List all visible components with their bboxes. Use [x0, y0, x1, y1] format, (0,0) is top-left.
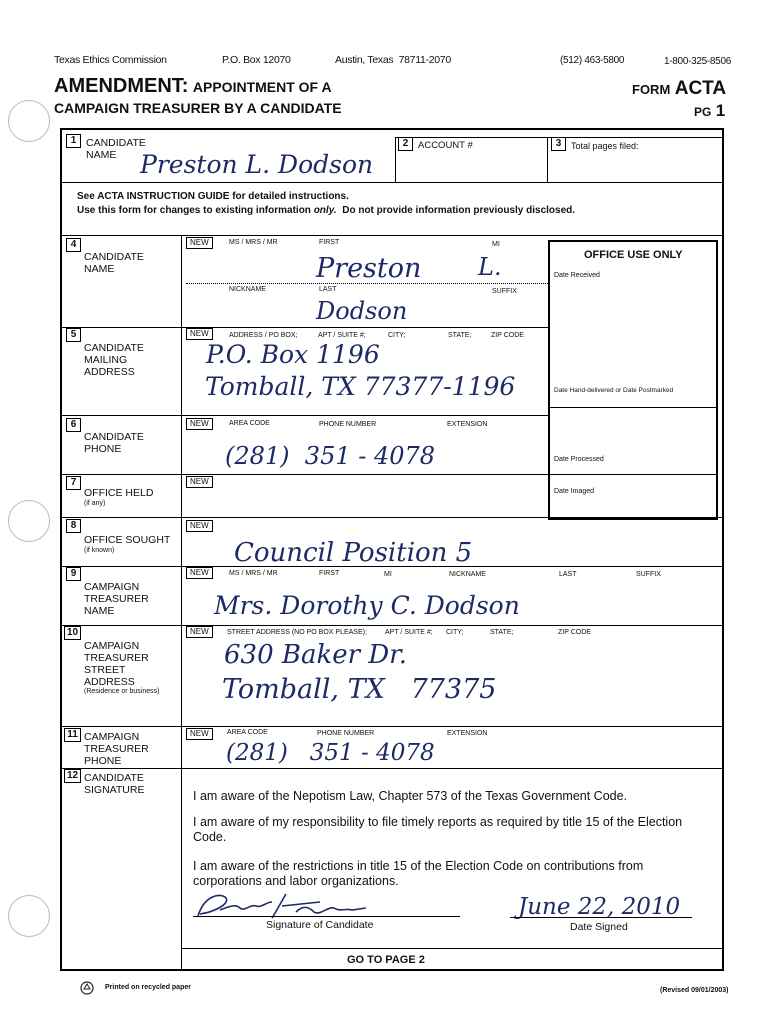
date-received-label: Date Received — [554, 272, 600, 279]
col-street-address: STREET ADDRESS (NO PO BOX PLEASE); — [227, 629, 367, 636]
instructions-line2 — [77, 205, 575, 216]
col-nickname: NICKNAME — [229, 286, 266, 293]
commission-phone: (512) 463-5800 — [560, 55, 625, 66]
sec9-label: CAMPAIGN TREASURER NAME — [84, 581, 149, 617]
section-number: 12 — [64, 769, 81, 783]
sec11-label: CAMPAIGN TREASURER PHONE — [84, 731, 149, 767]
section-number: 3 — [551, 137, 566, 151]
commission-city: Austin, Texas 78711-2070 — [335, 54, 451, 66]
col-mi: MI — [492, 241, 500, 248]
sec7-label: OFFICE HELD — [84, 487, 154, 499]
date-imaged-label: Date Imaged — [554, 488, 595, 495]
commission-name: Texas Ethics Commission — [54, 54, 167, 66]
sec5-label: CANDIDATE MAILING ADDRESS — [84, 342, 144, 378]
account-number-label: ACCOUNT # — [418, 140, 473, 151]
commission-tollfree: 1-800-325-8506 — [664, 56, 731, 67]
section-number: 6 — [66, 418, 81, 432]
section-number: 7 — [66, 476, 81, 490]
sec4-label: CANDIDATE NAME — [84, 251, 144, 275]
form-word: FORM — [632, 82, 671, 97]
col-city: CITY; — [388, 332, 406, 339]
form-code — [632, 78, 726, 100]
col-zip: ZIP CODE — [558, 629, 591, 636]
col-suffix: SUFFIX — [636, 571, 661, 578]
col-city: CITY; — [446, 629, 464, 636]
sec6-phone-value: (281) 351 - 4078 — [225, 442, 436, 470]
office-use-title: OFFICE USE ONLY — [584, 249, 683, 261]
sec4-mi-value: L. — [478, 253, 502, 281]
col-nickname: NICKNAME — [449, 571, 486, 578]
date-signed-label: Date Signed — [570, 921, 628, 933]
sec5-line1-value: P.O. Box 1196 — [206, 340, 380, 369]
col-area-code: AREA CODE — [229, 420, 270, 427]
date-hand-delivered-label: Date Hand-delivered or Date Postmarked — [554, 387, 674, 394]
sec6-label: CANDIDATE PHONE — [84, 431, 144, 455]
sec10-label: CAMPAIGN TREASURER STREET ADDRESS — [84, 640, 149, 688]
col-last: LAST — [559, 571, 577, 578]
responsibility-statement: I am aware of my responsibility to file timely reports as required by title 15 of the Election Code. — [193, 815, 683, 844]
section-number: 8 — [66, 519, 81, 533]
sec10-sub: (Residence or business) — [84, 688, 160, 695]
sec5-line2-value: Tomball, TX 77377-1196 — [205, 372, 516, 401]
go-to-page-2: GO TO PAGE 2 — [347, 954, 425, 966]
date-signed-value: June 22, 2010 — [518, 894, 681, 920]
section-number: 4 — [66, 238, 81, 252]
col-extension: EXTENSION — [447, 730, 488, 737]
col-state: STATE; — [490, 629, 514, 636]
candidate-name-value: Preston L. Dodson — [140, 150, 374, 179]
new-indicator: NEW — [186, 626, 213, 638]
recycle-icon — [80, 981, 94, 995]
instructions-line1: See ACTA INSTRUCTION GUIDE for detailed instructions. — [77, 191, 349, 202]
recycled-paper-note: Printed on recycled paper — [105, 984, 191, 991]
signature-label: Signature of Candidate — [266, 919, 374, 931]
date-processed-label: Date Processed — [554, 456, 604, 463]
sec10-line1-value: 630 Baker Dr. — [224, 640, 408, 670]
col-last: LAST — [319, 286, 337, 293]
col-title: MS / MRS / MR — [229, 239, 278, 246]
col-mi: MI — [384, 571, 392, 578]
sec10-line2-value: Tomball, TX 77375 — [222, 674, 497, 705]
form-title-bold: AMENDMENT: — [54, 75, 189, 97]
form-title — [54, 75, 332, 98]
sec11-phone-value: (281) 351 - 4078 — [226, 740, 435, 766]
new-indicator: NEW — [186, 567, 213, 579]
sec8-label: OFFICE SOUGHT — [84, 534, 171, 546]
sec9-value: Mrs. Dorothy C. Dodson — [214, 591, 520, 620]
section-number: 9 — [66, 567, 81, 581]
col-phone: PHONE NUMBER — [317, 730, 375, 737]
binder-hole — [8, 895, 50, 937]
form-code-value: ACTA — [674, 78, 727, 99]
page-number — [694, 101, 725, 121]
new-indicator: NEW — [186, 476, 213, 488]
col-address: ADDRESS / PO BOX; — [229, 332, 298, 339]
col-first: FIRST — [319, 239, 340, 246]
col-area-code: AREA CODE — [227, 729, 268, 736]
sec4-first-value: Preston — [316, 253, 422, 284]
office-use-box — [548, 240, 718, 520]
col-apt: APT / SUITE #; — [385, 629, 433, 636]
new-indicator: NEW — [186, 520, 213, 532]
revision-date: (Revised 09/01/2003) — [660, 987, 729, 994]
new-indicator: NEW — [186, 237, 213, 249]
instructions-emphasis: only. — [313, 205, 337, 216]
col-state: STATE; — [448, 332, 472, 339]
page-num-value: 1 — [715, 101, 726, 120]
instructions-text: Do not provide information previously disclosed. — [336, 205, 576, 216]
sec8-value: Council Position 5 — [234, 538, 473, 568]
section-number: 2 — [398, 137, 413, 151]
section-number: 11 — [64, 728, 81, 742]
candidate-name-label: CANDIDATE NAME — [86, 137, 146, 161]
col-title: MS / MRS / MR — [229, 570, 278, 577]
form-subtitle: CAMPAIGN TREASURER BY A CANDIDATE — [54, 100, 342, 116]
col-phone: PHONE NUMBER — [319, 421, 377, 428]
section-number: 10 — [64, 626, 81, 640]
new-indicator: NEW — [186, 328, 213, 340]
form-title-rest: APPOINTMENT OF A — [192, 79, 332, 95]
col-apt: APT / SUITE #; — [318, 332, 366, 339]
restrictions-statement: I am aware of the restrictions in title 15 of the Election Code on contributions from corporations and labor organizations. — [193, 859, 644, 888]
sec12-label: CANDIDATE SIGNATURE — [84, 772, 145, 796]
commission-pobox: P.O. Box 12070 — [222, 54, 291, 66]
sec8-sub: (if known) — [84, 547, 115, 554]
nepotism-statement: I am aware of the Nepotism Law, Chapter 573 of the Texas Government Code. — [193, 789, 628, 803]
page-word: PG — [694, 105, 712, 119]
new-indicator: NEW — [186, 728, 213, 740]
col-first: FIRST — [319, 570, 340, 577]
binder-hole — [8, 100, 50, 142]
col-suffix: SUFFIX — [492, 288, 517, 295]
instructions-text: Use this form for changes to existing information — [77, 205, 314, 216]
section-number: 1 — [66, 134, 81, 148]
sec7-sub: (if any) — [84, 500, 106, 507]
new-indicator: NEW — [186, 418, 213, 430]
col-extension: EXTENSION — [447, 421, 488, 428]
col-zip: ZIP CODE — [491, 332, 524, 339]
binder-hole — [8, 500, 50, 542]
total-pages-label: Total pages filed: — [571, 141, 639, 151]
section-number: 5 — [66, 328, 81, 342]
sec4-last-value: Dodson — [316, 297, 408, 325]
